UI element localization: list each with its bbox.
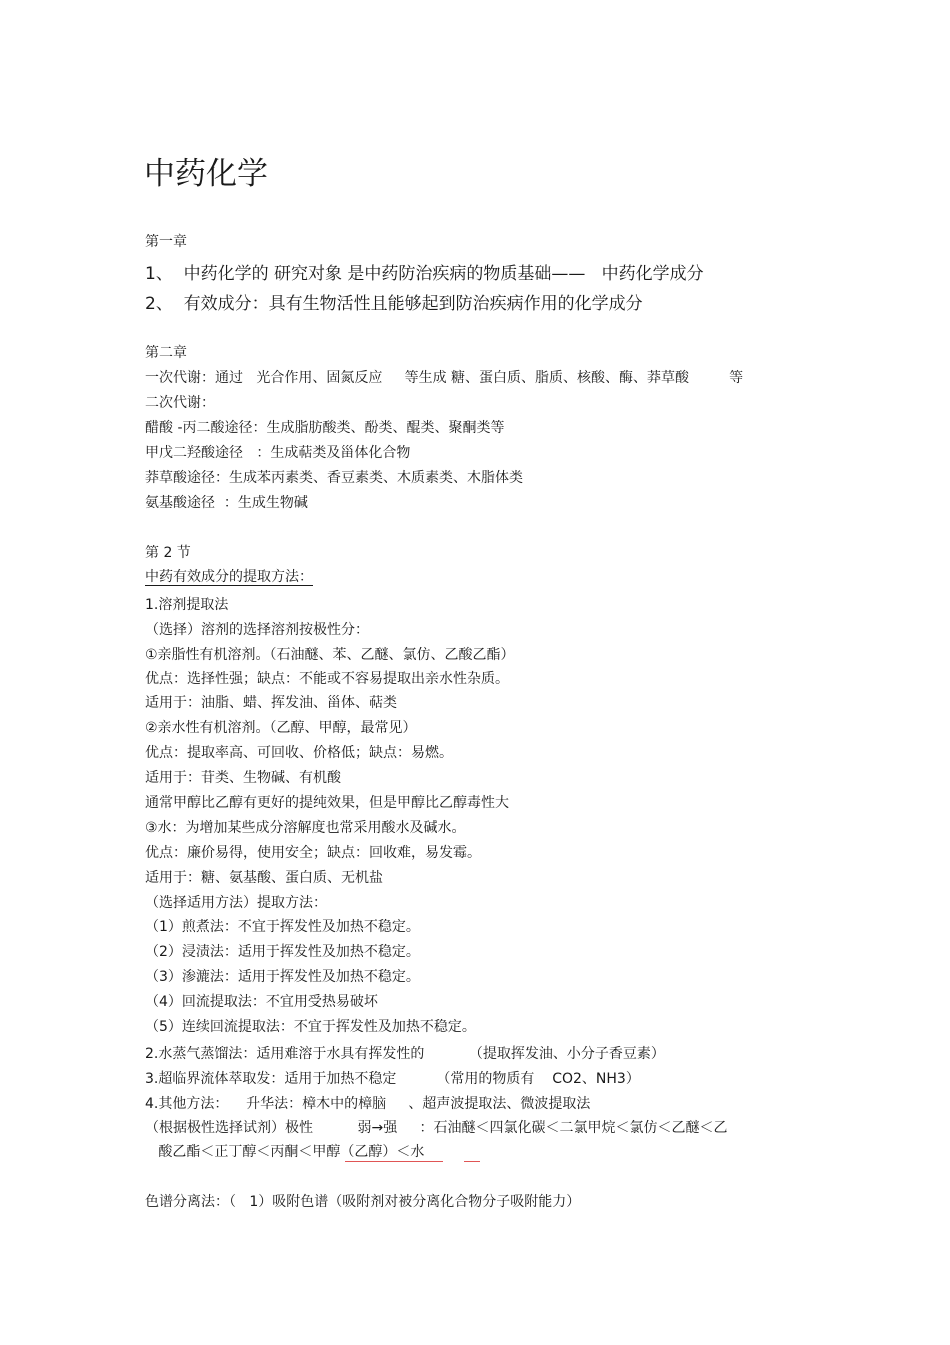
- body-line: （4）回流提取法：不宜用受热易破坏: [145, 994, 378, 1010]
- body-line: （选择）溶剂的选择溶剂按极性分：: [145, 622, 369, 638]
- chapter-1-item-2: 2、 有效成分：具有生物活性且能够起到防治疾病作用的化学成分: [145, 294, 643, 314]
- body-line: 2.水蒸气蒸馏法：适用难溶于水具有挥发性的 （提取挥发油、小分子香豆素）: [145, 1046, 665, 1062]
- body-line: 1.溶剂提取法: [145, 597, 229, 613]
- body-line: （选择适用方法）提取方法：: [145, 895, 327, 911]
- chapter-1-item-1: 1、 中药化学的 研究对象 是中药防治疾病的物质基础—— 中药化学成分: [145, 264, 704, 284]
- body-line: 优点：选择性强；缺点：不能或不容易提取出亲水性杂质。: [145, 671, 509, 687]
- body-line: 优点：提取率高、可回收、价格低；缺点：易燃。: [145, 745, 453, 761]
- body-line: ③水：为增加某些成分溶解度也常采用酸水及碱水。: [145, 820, 466, 836]
- pathway-line: 甲戊二羟酸途径 ：生成萜类及甾体化合物: [145, 445, 411, 461]
- pathway-line: 莽草酸途径：生成苯丙素类、香豆素类、木质素类、木脂体类: [145, 470, 523, 486]
- section-2-heading: 第 2 节: [145, 545, 191, 561]
- body-line: 优点：廉价易得，使用安全；缺点：回收难，易发霉。: [145, 845, 481, 861]
- body-line: 3.超临界流体萃取发：适用于加热不稳定 （常用的物质有 CO2、NH3）: [145, 1071, 640, 1087]
- body-line: 适用于：苷类、生物碱、有机酸: [145, 770, 341, 786]
- primary-metabolism-line: 一次代谢：通过 光合作用、固氮反应 等生成 糖、蛋白质、脂质、核酸、酶、莽草酸 等: [145, 370, 744, 386]
- body-line: 通常甲醇比乙醇有更好的提纯效果，但是甲醇比乙醇毒性大: [145, 795, 509, 811]
- secondary-metabolism-line: 二次代谢：: [145, 395, 215, 411]
- body-line: （根据极性选择试剂）极性 弱→强 ：石油醚＜四氯化碳＜二氯甲烷＜氯仿＜乙醚＜乙: [145, 1120, 728, 1136]
- page-title: 中药化学: [144, 156, 268, 192]
- section-2-subheading: 中药有效成分的提取方法：: [145, 569, 313, 585]
- body-line: 适用于：油脂、蜡、挥发油、甾体、萜类: [145, 695, 397, 711]
- pathway-line: 醋酸 -丙二酸途径：生成脂肪酸类、酚类、醌类、聚酮类等: [145, 420, 505, 436]
- chapter-1-heading: 第一章: [145, 234, 187, 250]
- body-line: （2）浸渍法：适用于挥发性及加热不稳定。: [145, 944, 420, 960]
- body-line: ②亲水性有机溶剂。（乙醇、甲醇，最常见）: [145, 720, 417, 736]
- body-line: （3）渗漉法：适用于挥发性及加热不稳定。: [145, 969, 420, 985]
- body-line: （1）煎煮法：不宜于挥发性及加热不稳定。: [145, 919, 420, 935]
- body-line: 4.其他方法： 升华法：樟木中的樟脑 、超声波提取法、微波提取法: [145, 1096, 591, 1112]
- pathway-line: 氨基酸途径 ：生成生物碱: [145, 495, 308, 511]
- body-line: 酸乙酯＜正丁醇＜丙酮＜甲醇（乙醇）＜水: [145, 1144, 425, 1160]
- chapter-2-heading: 第二章: [145, 345, 187, 361]
- body-line: 适用于：糖、氨基酸、蛋白质、无机盐: [145, 870, 383, 886]
- red-underline-mark: [464, 1161, 480, 1162]
- red-underline-mark: [345, 1161, 443, 1162]
- body-line: ①亲脂性有机溶剂。（石油醚、苯、乙醚、氯仿、乙酸乙酯）: [145, 647, 515, 663]
- chromatography-line: 色谱分离法：（ 1）吸附色谱（吸附剂对被分离化合物分子吸附能力）: [145, 1194, 581, 1210]
- body-line: （5）连续回流提取法：不宜于挥发性及加热不稳定。: [145, 1019, 476, 1035]
